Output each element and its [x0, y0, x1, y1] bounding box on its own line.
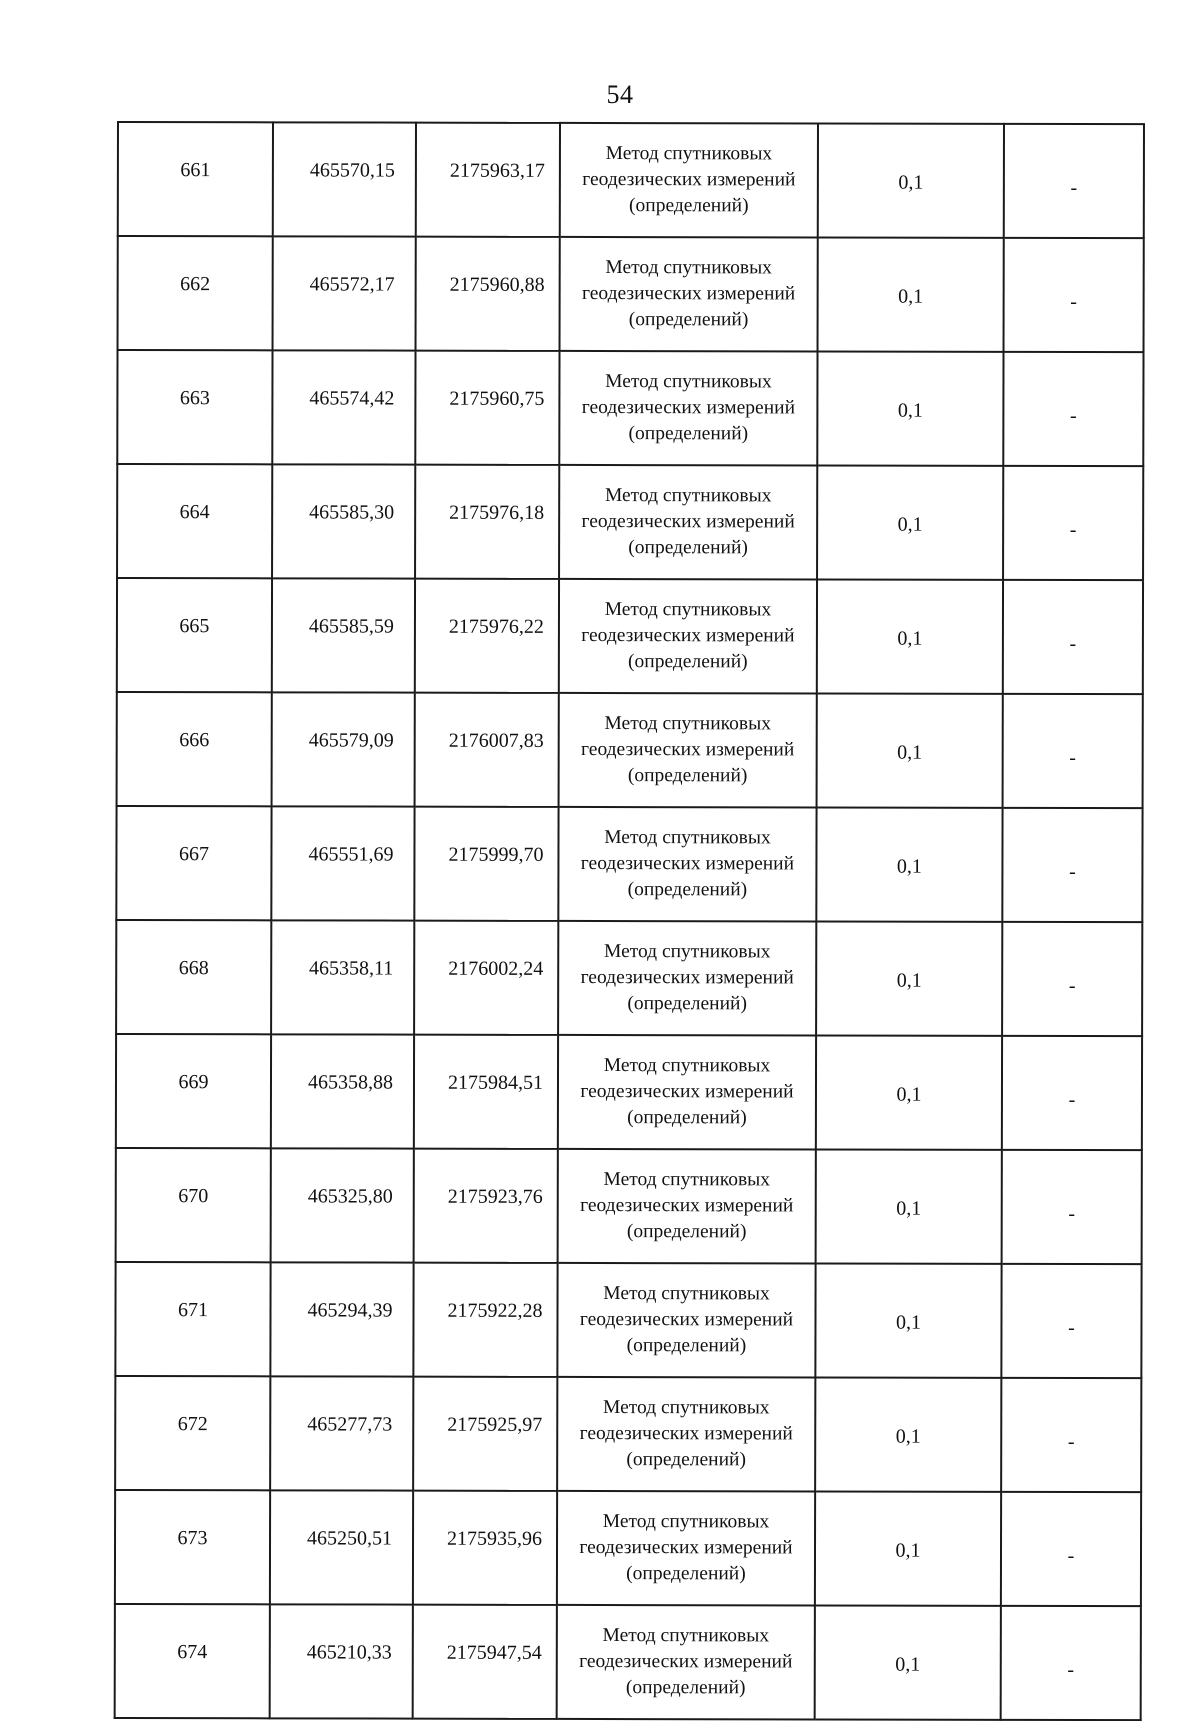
x-coordinate-cell: 465551,69 [271, 806, 414, 920]
table-body [115, 122, 1144, 1720]
method-cell: Метод спутниковых геодезических измерений (определений) [560, 123, 818, 238]
x-coordinate-cell: 465570,15 [273, 122, 416, 236]
precision-cell: 0,1 [817, 465, 1003, 579]
point-number-cell: 674 [115, 1604, 270, 1718]
precision-cell: 0,1 [816, 807, 1002, 921]
note-cell: - [1003, 466, 1143, 580]
note-cell: - [1001, 1606, 1141, 1720]
x-coordinate-cell: 465250,51 [270, 1490, 413, 1604]
x-coordinate-cell: 465358,11 [271, 920, 414, 1034]
y-coordinate-cell: 2175976,22 [415, 579, 559, 693]
x-coordinate-cell: 465277,73 [270, 1376, 413, 1490]
y-coordinate-cell: 2175960,88 [416, 237, 560, 351]
table-row [115, 1376, 1141, 1492]
method-cell: Метод спутниковых геодезических измерений (определений) [557, 1263, 815, 1378]
x-coordinate-cell: 465325,80 [271, 1148, 414, 1262]
table-row [117, 578, 1143, 694]
precision-cell: 0,1 [816, 921, 1002, 1035]
table-row [115, 1604, 1141, 1720]
point-number-cell: 673 [115, 1490, 270, 1604]
note-cell: - [1002, 1150, 1142, 1264]
note-cell: - [1002, 808, 1142, 922]
method-cell: Метод спутниковых геодезических измерений (определений) [560, 237, 818, 352]
point-number-cell: 664 [117, 464, 272, 578]
note-cell: - [1001, 1378, 1141, 1492]
point-number-cell: 672 [115, 1376, 270, 1490]
y-coordinate-cell: 2175999,70 [414, 807, 558, 921]
precision-cell: 0,1 [815, 1377, 1001, 1491]
y-coordinate-cell: 2175922,28 [413, 1263, 557, 1377]
point-number-cell: 667 [116, 806, 271, 920]
table-row [116, 806, 1142, 922]
note-cell: - [1004, 238, 1144, 352]
note-cell: - [1002, 922, 1142, 1036]
method-cell: Метод спутниковых геодезических измерений (определений) [557, 1491, 815, 1606]
y-coordinate-cell: 2176002,24 [414, 921, 558, 1035]
point-number-cell: 668 [116, 920, 271, 1034]
point-number-cell: 671 [115, 1262, 270, 1376]
method-cell: Метод спутниковых геодезических измерений (определений) [559, 579, 817, 694]
precision-cell: 0,1 [816, 1149, 1002, 1263]
table-row [118, 122, 1144, 238]
point-number-cell: 670 [116, 1148, 271, 1262]
precision-cell: 0,1 [817, 351, 1003, 465]
method-cell: Метод спутниковых геодезических измерений (определений) [558, 1149, 816, 1264]
table-row [115, 1490, 1141, 1606]
y-coordinate-cell: 2175963,17 [416, 123, 560, 237]
precision-cell: 0,1 [817, 693, 1003, 807]
method-cell: Метод спутниковых геодезических измерений (определений) [559, 351, 817, 466]
x-coordinate-cell: 465574,42 [272, 350, 415, 464]
y-coordinate-cell: 2175960,75 [415, 351, 559, 465]
method-cell: Метод спутниковых геодезических измерений (определений) [559, 465, 817, 580]
coordinates-table [114, 121, 1145, 1721]
y-coordinate-cell: 2176007,83 [415, 693, 559, 807]
point-number-cell: 663 [117, 350, 272, 464]
y-coordinate-cell: 2175984,51 [414, 1035, 558, 1149]
table-row [116, 1034, 1142, 1150]
precision-cell: 0,1 [817, 579, 1003, 693]
point-number-cell: 662 [118, 236, 273, 350]
x-coordinate-cell: 465572,17 [273, 236, 416, 350]
note-cell: - [1001, 1492, 1141, 1606]
table-row [118, 236, 1144, 352]
method-cell: Метод спутниковых геодезических измерений (определений) [558, 807, 816, 922]
y-coordinate-cell: 2175976,18 [415, 465, 559, 579]
method-cell: Метод спутниковых геодезических измерений (определений) [557, 1377, 815, 1492]
precision-cell: 0,1 [816, 1035, 1002, 1149]
x-coordinate-cell: 465294,39 [270, 1262, 413, 1376]
table-row [117, 464, 1143, 580]
precision-cell: 0,1 [818, 237, 1004, 351]
precision-cell: 0,1 [815, 1491, 1001, 1605]
y-coordinate-cell: 2175947,54 [413, 1605, 557, 1719]
method-cell: Метод спутниковых геодезических измерений (определений) [559, 693, 817, 808]
table-row [117, 692, 1143, 808]
precision-cell: 0,1 [818, 123, 1004, 237]
y-coordinate-cell: 2175925,97 [413, 1377, 557, 1491]
note-cell: - [1001, 1264, 1141, 1378]
method-cell: Метод спутниковых геодезических измерений (определений) [557, 1605, 815, 1720]
y-coordinate-cell: 2175935,96 [413, 1491, 557, 1605]
table-row [116, 1148, 1142, 1264]
note-cell: - [1003, 580, 1143, 694]
precision-cell: 0,1 [815, 1605, 1001, 1719]
note-cell: - [1003, 694, 1143, 808]
note-cell: - [1004, 124, 1144, 238]
note-cell: - [1002, 1036, 1142, 1150]
precision-cell: 0,1 [815, 1263, 1001, 1377]
table-row [115, 1262, 1141, 1378]
point-number-cell: 669 [116, 1034, 271, 1148]
note-cell: - [1003, 352, 1143, 466]
x-coordinate-cell: 465579,09 [272, 692, 415, 806]
page-number: 54 [606, 80, 634, 109]
method-cell: Метод спутниковых геодезических измерений (определений) [558, 1035, 816, 1150]
table-row [116, 920, 1142, 1036]
point-number-cell: 661 [118, 122, 273, 236]
method-cell: Метод спутниковых геодезических измерений (определений) [558, 921, 816, 1036]
y-coordinate-cell: 2175923,76 [414, 1149, 558, 1263]
x-coordinate-cell: 465585,30 [272, 464, 415, 578]
x-coordinate-cell: 465210,33 [270, 1604, 413, 1718]
point-number-cell: 665 [117, 578, 272, 692]
x-coordinate-cell: 465585,59 [272, 578, 415, 692]
point-number-cell: 666 [117, 692, 272, 806]
x-coordinate-cell: 465358,88 [271, 1034, 414, 1148]
table-row [117, 350, 1143, 466]
